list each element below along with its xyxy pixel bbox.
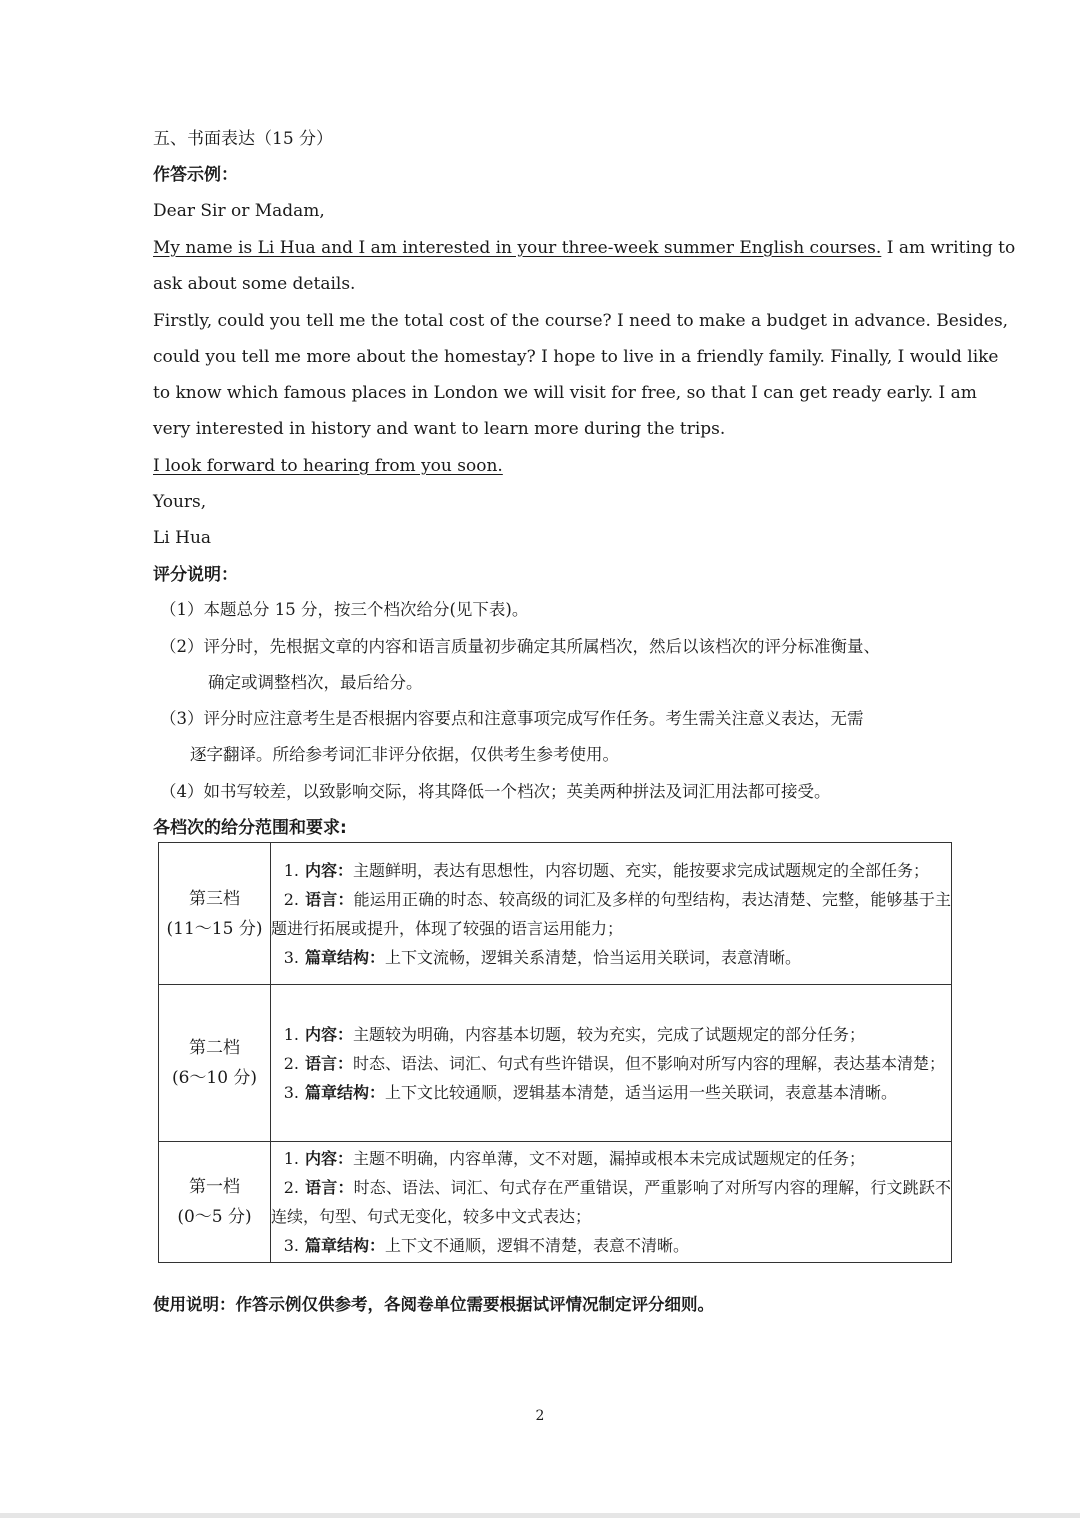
scoring-note-3-line2: 逐字翻译。所给参考词汇非评分依据，仅供考生参考使用。 (190, 745, 619, 764)
requirements-cell (271, 1142, 952, 1263)
item-text: 主题不明确，内容单薄，文不对题，漏掉或根本未完成试题规定的任务； (353, 1149, 866, 1168)
scoring-note-3-line1: （3）评分时应注意考生是否根据内容要点和注意事项完成写作任务。考生需关注意义表达，无需 (160, 709, 864, 728)
usage-note: 使用说明：作答示例仅供参考，各阅卷单位需要根据试评情况制定评分细则。 (153, 1295, 714, 1314)
letter-name: Li Hua (153, 528, 212, 548)
item-text: 时态、语法、词汇、句式存在严重错误，严重影响了对所写内容的理解，行文跳跃不连续，句型、句式无变化，较多中文式表达； (271, 1178, 951, 1226)
requirements-cell (271, 843, 952, 985)
item-key: 语言： (305, 1178, 354, 1197)
item-number: 1. (283, 1024, 299, 1044)
item-number: 2. (283, 889, 299, 909)
item-text: 时态、语法、词汇、句式有些许错误，但不影响对所写内容的理解，表达基本清楚； (353, 1053, 946, 1073)
level-cell (159, 843, 271, 985)
item-key: 内容： (305, 1149, 354, 1168)
item-number: 1. (283, 1149, 299, 1168)
item-key: 内容： (305, 860, 354, 880)
table-row (159, 985, 952, 1142)
item-key: 篇章结构： (305, 947, 386, 967)
item-key: 内容： (305, 1024, 354, 1044)
letter-p2-line4: very interested in history and want to learn more during the trips. (153, 419, 726, 439)
item-number: 3. (283, 947, 299, 967)
scoring-note-2-line1: （2）评分时，先根据文章的内容和语言质量初步确定其所属档次，然后以该档次的评分标准衡量、 (160, 637, 880, 656)
letter-opening-underlined: My name is Li Hua and I am interested in your three-week summer English courses. (153, 238, 882, 258)
level-name: 第二档 (189, 1038, 240, 1058)
level-range: (6～10 分) (171, 1068, 258, 1088)
letter-salutation: Dear Sir or Madam, (153, 201, 325, 221)
item-text: 上下文流畅，逻辑关系清楚，恰当运用关联词，表意清晰。 (385, 947, 802, 967)
level-name: 第一档 (189, 1177, 240, 1197)
table-heading: 各档次的给分范围和要求: (153, 818, 347, 838)
requirement-item (271, 1173, 951, 1231)
letter-p1-line2: ask about some details. (153, 274, 356, 294)
item-number: 3. (283, 1236, 299, 1255)
item-text: 能运用正确的时态、较高级的词汇及多样的句型结构，表达清楚、完整，能够基于主题进行拓展或提升，体现了较强的语言运用能力； (271, 889, 951, 938)
item-key: 篇章结构： (305, 1082, 386, 1102)
letter-p1-rest: I am writing to (881, 238, 1016, 258)
item-text: 上下文比较通顺，逻辑基本清楚，适当运用一些关联词，表意基本清晰。 (385, 1082, 898, 1102)
requirements-cell (271, 985, 952, 1142)
section-title: 五、书面表达（15 分） (153, 129, 334, 149)
item-key: 语言： (305, 1053, 354, 1073)
requirement-item (271, 1078, 951, 1107)
letter-p2-line3: to know which famous places in London we will visit for free, so that I can get ready early. I am (153, 383, 977, 403)
item-number: 2. (283, 1178, 299, 1197)
scoring-heading: 评分说明： (153, 565, 238, 585)
requirement-item (271, 1020, 951, 1049)
item-number: 1. (283, 860, 299, 880)
level-name: 第三档 (189, 888, 240, 909)
requirement-item (271, 1231, 951, 1260)
requirement-item (271, 885, 951, 943)
table-row (159, 1142, 952, 1263)
page-bottom-edge (0, 1513, 1080, 1518)
letter-p2-line2: could you tell me more about the homestay? I hope to live in a friendly family. Finally, I would like (153, 347, 999, 367)
page-number: 2 (535, 1408, 545, 1424)
requirement-item (271, 943, 951, 972)
letter-signoff: Yours, (153, 492, 207, 512)
item-text: 主题较为明确，内容基本切题，较为充实，完成了试题规定的部分任务； (353, 1024, 866, 1044)
item-key: 语言： (305, 889, 354, 909)
scoring-table (158, 842, 952, 1263)
level-cell (159, 985, 271, 1142)
level-range: (11～15 分) (166, 918, 263, 939)
item-key: 篇章结构： (305, 1236, 386, 1255)
scoring-note-2-line2: 确定或调整档次，最后给分。 (208, 673, 423, 692)
requirement-item (271, 1049, 951, 1078)
level-cell (159, 1142, 271, 1263)
sample-heading: 作答示例： (153, 165, 238, 185)
item-number: 3. (283, 1082, 299, 1102)
item-text: 上下文不通顺，逻辑不清楚，表意不清晰。 (385, 1236, 690, 1255)
item-number: 2. (283, 1053, 299, 1073)
letter-p1-line1 (153, 236, 1015, 260)
scoring-note-1: （1）本题总分 15 分，按三个档次给分(见下表)。 (160, 600, 529, 619)
requirement-item (271, 1144, 951, 1173)
level-range: (0～5 分) (177, 1207, 252, 1227)
letter-closing-line: I look forward to hearing from you soon. (153, 456, 503, 476)
scoring-note-4: （4）如书写较差，以致影响交际，将其降低一个档次；英美两种拼法及词汇用法都可接受。 (160, 782, 831, 801)
item-text: 主题鲜明，表达有思想性，内容切题、充实，能按要求完成试题规定的全部任务； (353, 860, 930, 880)
requirement-item (271, 856, 951, 885)
letter-p2-line1: Firstly, could you tell me the total cost of the course? I need to make a budget in advance. Besides, (153, 311, 1009, 331)
table-row (159, 843, 952, 985)
